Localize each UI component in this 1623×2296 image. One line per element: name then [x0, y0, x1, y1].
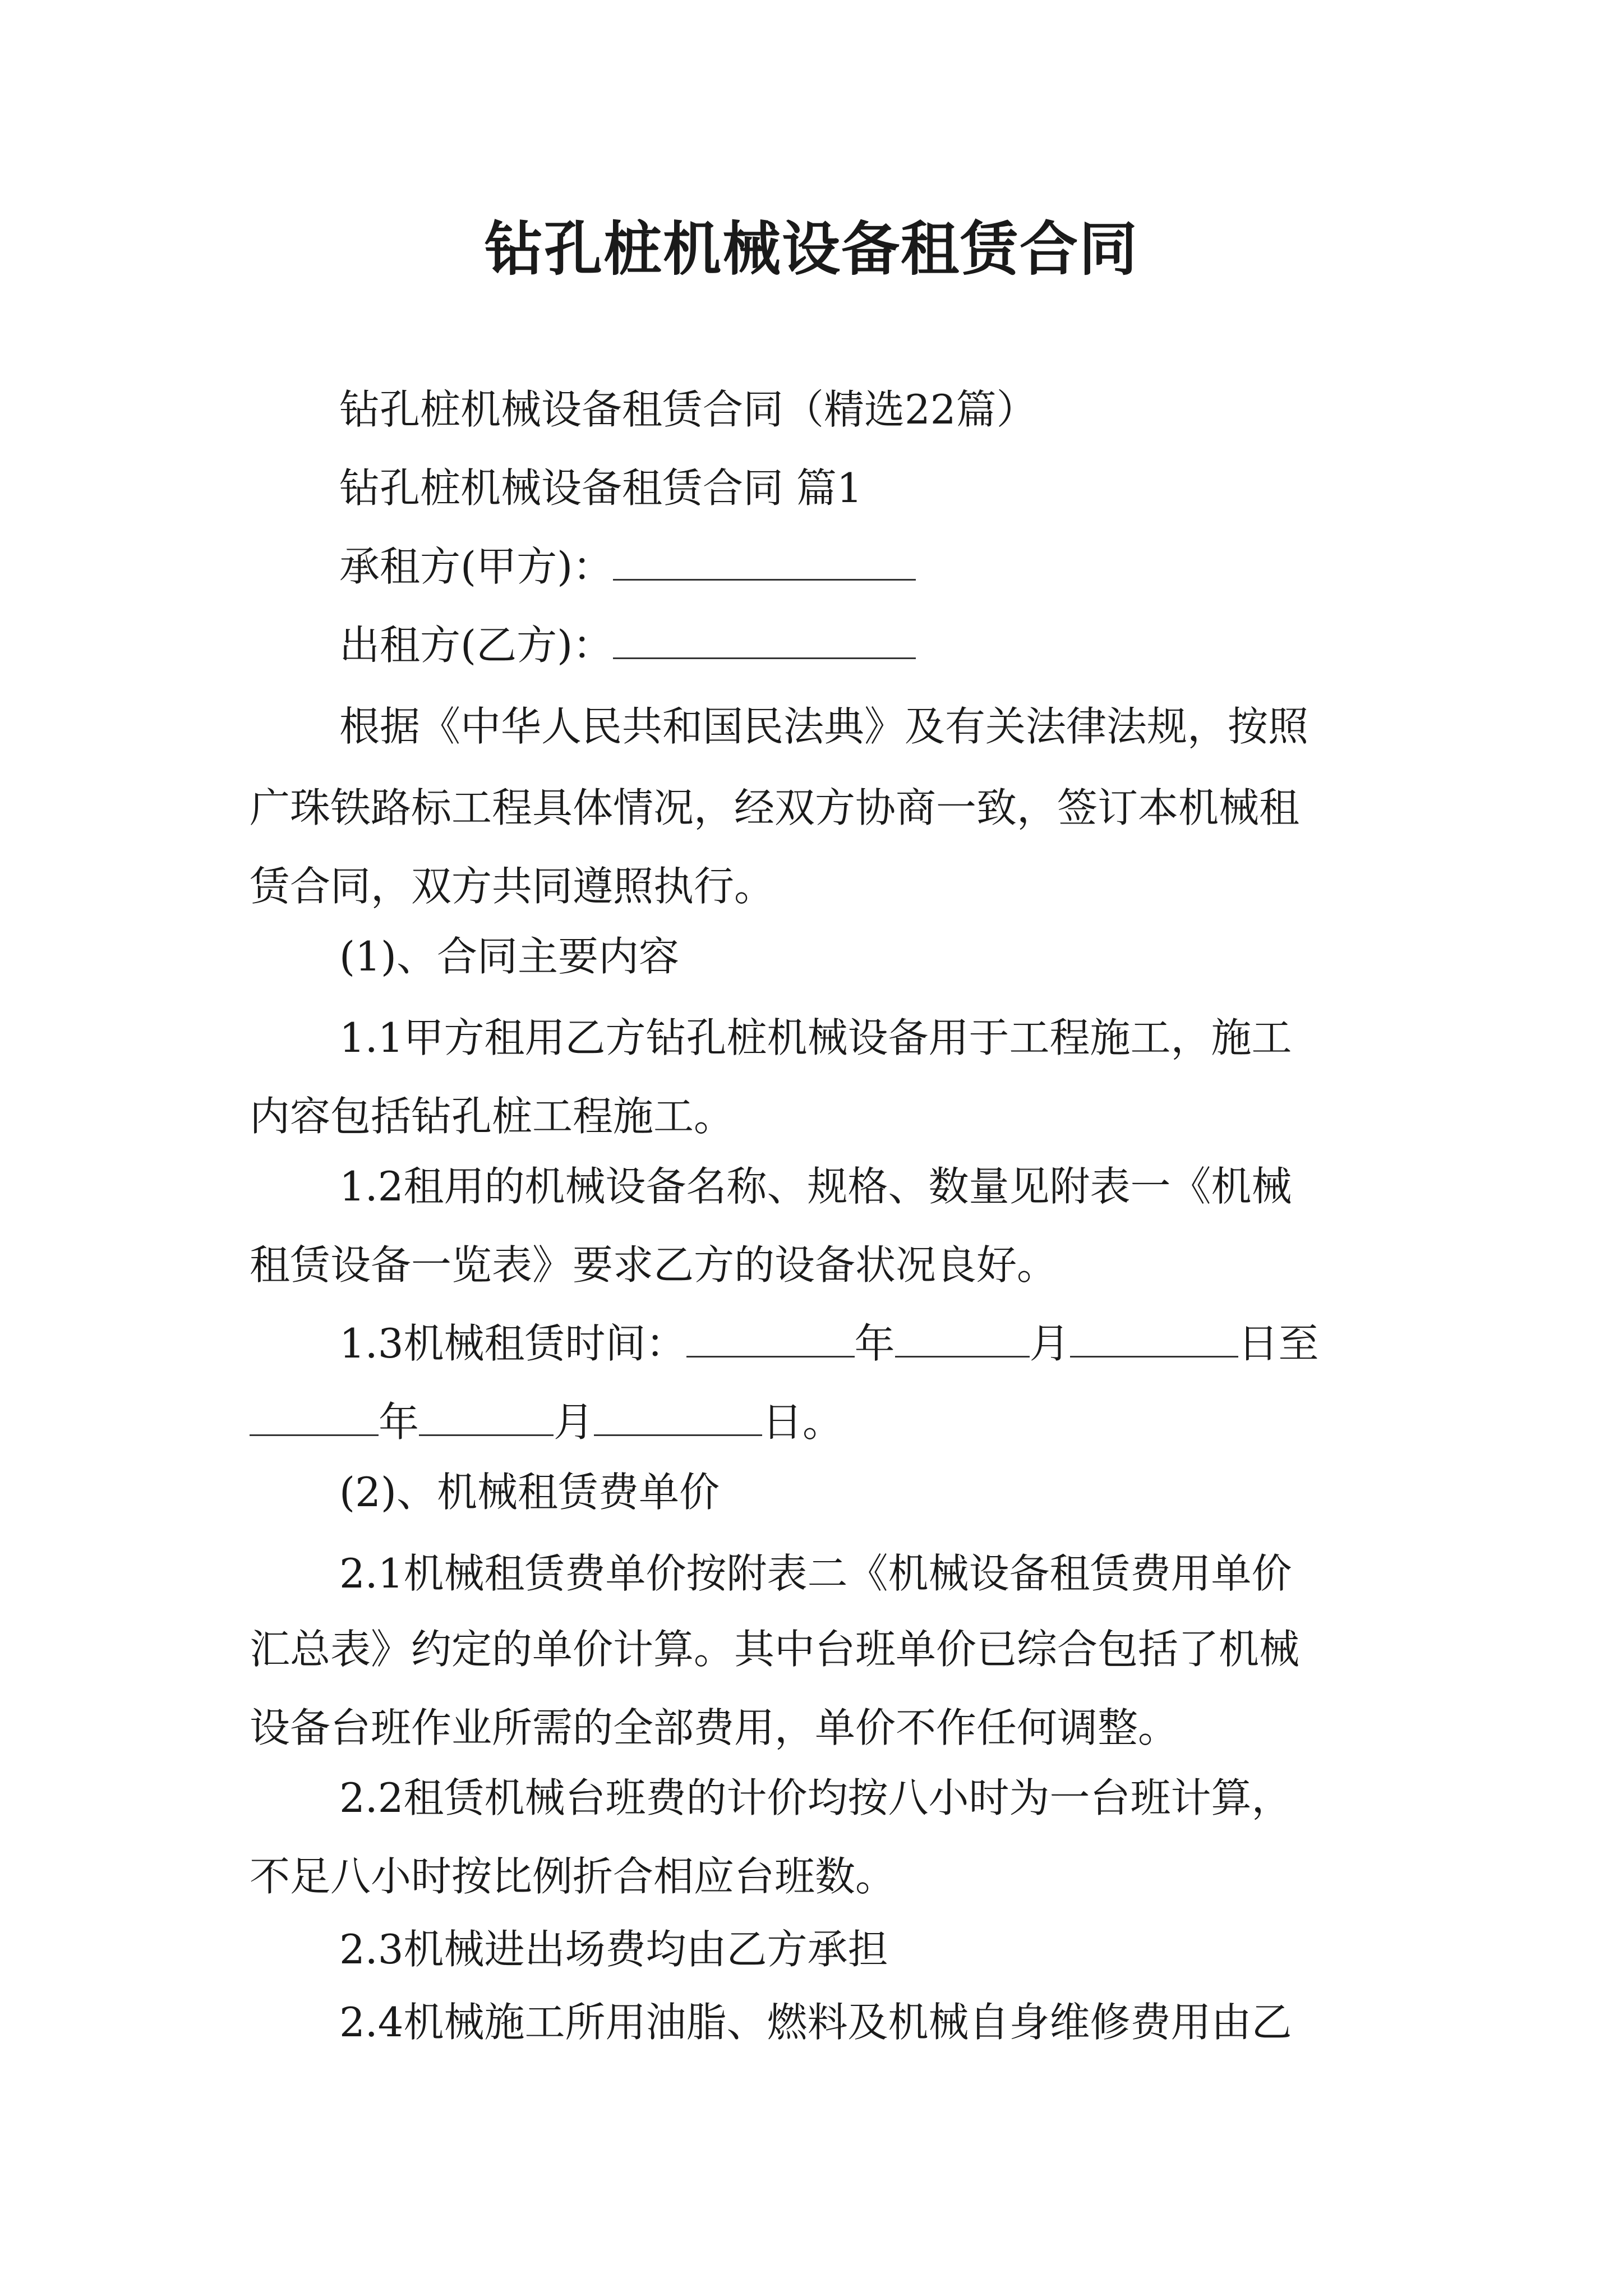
paragraph-line: 1.2租用的机械设备名称、规格、数量见附表一《机械: [339, 1164, 1292, 1209]
paragraph-line: 内容包括钻孔桩工程施工。: [250, 1094, 735, 1139]
intro-line: 赁合同，双方共同遵照执行。: [250, 864, 775, 909]
paragraph-line: 汇总表》约定的单价计算。其中台班单价已综合包括了机械: [250, 1627, 1300, 1672]
day-to-label: 日至: [1238, 1321, 1319, 1366]
year-label: 年: [379, 1400, 419, 1444]
end-month-blank: [419, 1401, 554, 1436]
party-a-label: 承租方(甲方)：: [339, 544, 614, 589]
intro-line: 广珠铁路标工程具体情况，经双方协商一致，签订本机械租: [250, 785, 1300, 830]
section-heading: 钻孔桩机械设备租赁合同 篇1: [339, 466, 863, 510]
rental-time-label: 1.3机械租赁时间：: [339, 1321, 686, 1366]
party-b-line: [339, 623, 1388, 668]
rental-time-line: [339, 1321, 1388, 1366]
paragraph-line: 2.2租赁机械台班费的计价均按八小时为一台班计算，: [339, 1775, 1292, 1820]
paragraph-line: 2.1机械租赁费单价按附表二《机械设备租赁费用单价: [339, 1551, 1292, 1596]
end-year-blank: [250, 1401, 379, 1436]
start-month-blank: [895, 1322, 1030, 1358]
month-label: 月: [1029, 1321, 1070, 1366]
paragraph-line: 2.3机械进出场费均由乙方承担: [339, 1927, 888, 1972]
start-year-blank: [686, 1322, 855, 1358]
month-label: 月: [554, 1400, 594, 1444]
subtitle: 钻孔桩机械设备租赁合同（精选22篇）: [339, 387, 1037, 432]
day-end-label: 日。: [762, 1400, 843, 1444]
paragraph-line: 1.1甲方租用乙方钻孔桩机械设备用于工程施工，施工: [339, 1015, 1292, 1060]
year-label: 年: [854, 1321, 895, 1366]
party-a-line: [339, 544, 1388, 589]
paragraph-line: 设备台班作业所需的全部费用，单价不作任何调整。: [250, 1705, 1179, 1750]
heading-2: (2)、机械租赁费单价: [339, 1470, 720, 1515]
paragraph-line: 2.4机械施工所用油脂、燃料及机械自身维修费用由乙: [339, 2000, 1292, 2045]
party-a-blank: [613, 545, 916, 581]
party-b-blank: [613, 624, 916, 659]
heading-1: (1)、合同主要内容: [339, 934, 679, 979]
end-day-blank: [594, 1401, 762, 1436]
intro-line: 根据《中华人民共和国民法典》及有关法律法规，按照: [339, 704, 1309, 749]
document-title: 钻孔桩机械设备租赁合同: [484, 214, 1138, 283]
paragraph-line: 租赁设备一览表》要求乙方的设备状况良好。: [250, 1243, 1058, 1287]
party-b-label: 出租方(乙方)：: [339, 623, 614, 668]
start-day-blank: [1070, 1322, 1238, 1358]
rental-time-line-end: [250, 1400, 1388, 1444]
paragraph-line: 不足八小时按比例折合相应台班数。: [250, 1854, 896, 1899]
